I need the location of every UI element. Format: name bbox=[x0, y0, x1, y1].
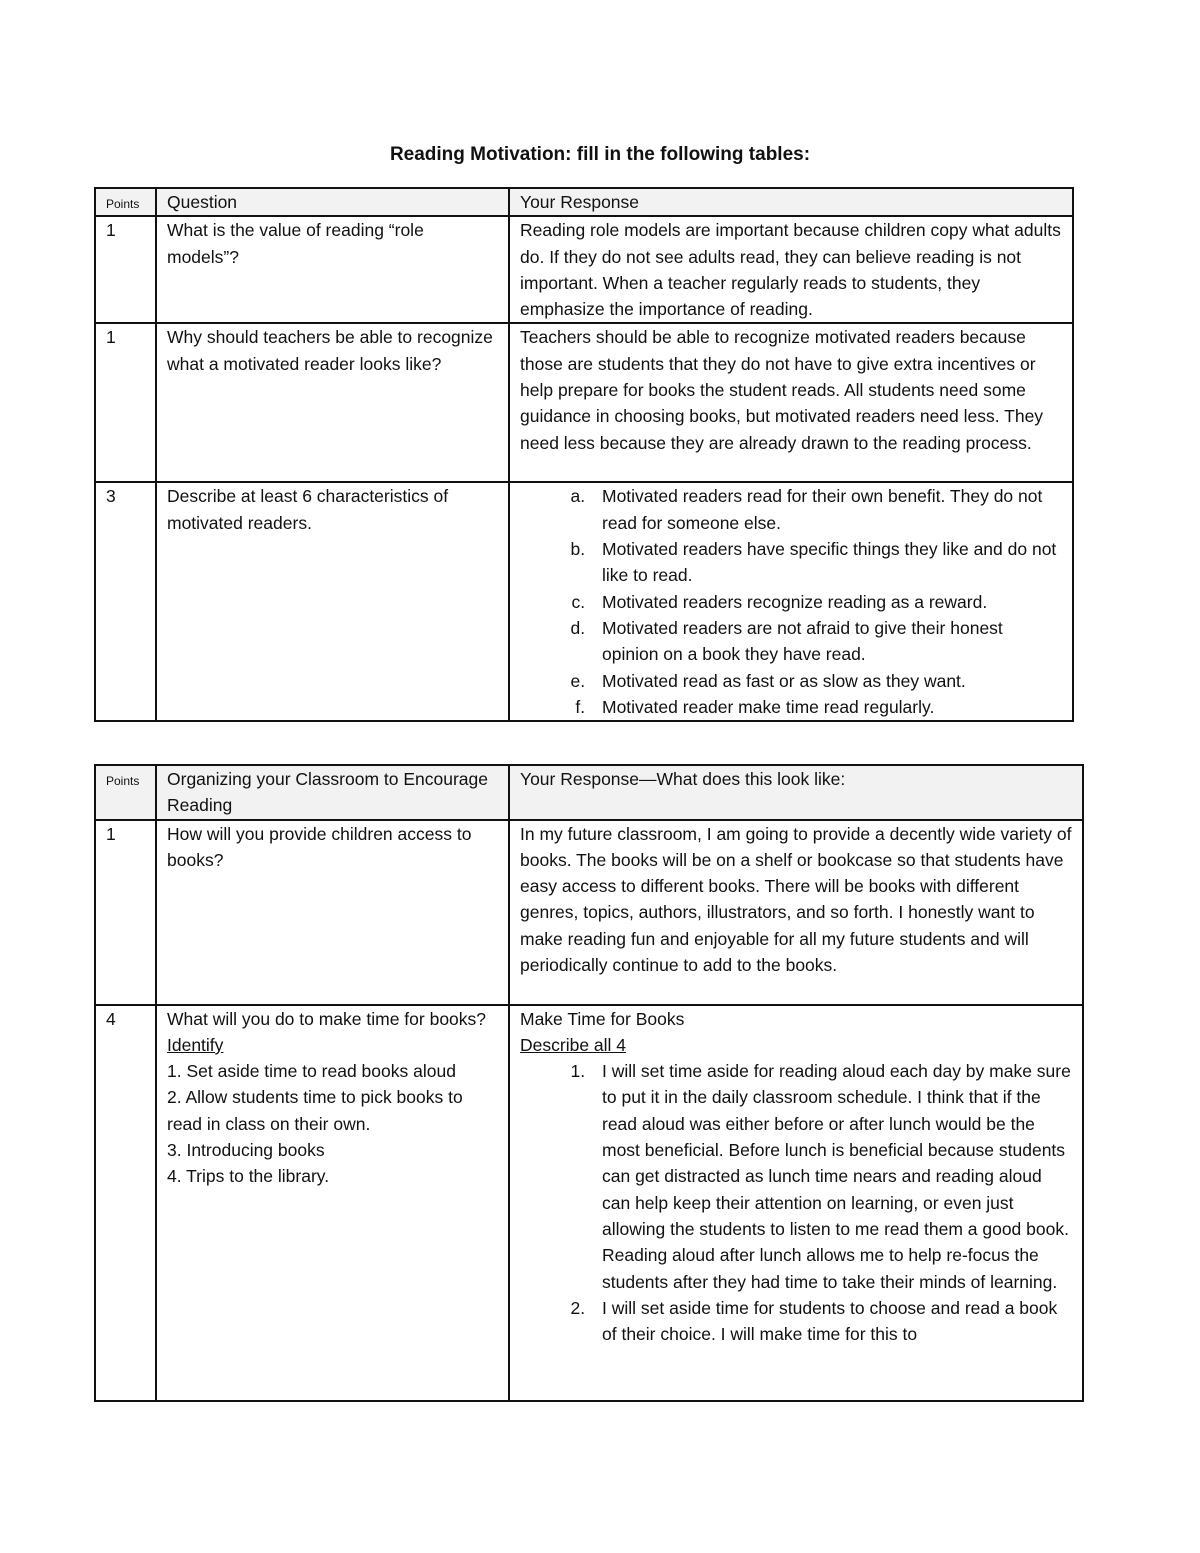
question-cell: What is the value of reading “role models”? bbox=[156, 216, 509, 323]
list-item: d. Motivated readers are not afraid to give their honest opinion on a book they have read. bbox=[590, 615, 1064, 668]
response-header: Your Response—What does this look like: bbox=[509, 765, 1083, 820]
points-cell: 4 bbox=[95, 1005, 156, 1401]
characteristics-list bbox=[520, 483, 1064, 720]
reading-motivation-table bbox=[94, 187, 1074, 722]
points-header: Points bbox=[95, 765, 156, 820]
points-cell: 1 bbox=[95, 216, 156, 323]
list-item: b. Motivated readers have specific things they like and do not like to read. bbox=[590, 536, 1064, 589]
identify-item: 1. Set aside time to read books aloud bbox=[167, 1061, 456, 1082]
response-cell: Reading role models are important because children copy what adults do. If they do not see adults read, they can believe reading is not important. When a teacher regularly reads to students, they emphasize the importance of reading. bbox=[509, 216, 1073, 323]
points-header: Points bbox=[95, 188, 156, 216]
table-header-row bbox=[95, 765, 1083, 820]
list-item: f. Motivated reader make time read regularly. bbox=[590, 694, 1064, 720]
question-cell: Why should teachers be able to recognize what a motivated reader looks like? bbox=[156, 323, 509, 482]
table-row bbox=[95, 216, 1073, 323]
list-item: c. Motivated readers recognize reading as a reward. bbox=[590, 589, 1064, 615]
list-item: a. Motivated readers read for their own benefit. They do not read for someone else. bbox=[590, 483, 1064, 536]
question-cell bbox=[156, 1005, 509, 1401]
table-header-row bbox=[95, 188, 1073, 216]
identify-item: 2. Allow students time to pick books to read in class on their own. bbox=[167, 1087, 463, 1134]
question-cell: Describe at least 6 characteristics of motivated readers. bbox=[156, 482, 509, 721]
question-header: Organizing your Classroom to Encourage Reading bbox=[156, 765, 509, 820]
question-header: Question bbox=[156, 188, 509, 216]
response-cell bbox=[509, 1005, 1083, 1401]
question-cell: How will you provide children access to books? bbox=[156, 820, 509, 1005]
table-row bbox=[95, 482, 1073, 721]
points-cell: 1 bbox=[95, 323, 156, 482]
points-cell: 3 bbox=[95, 482, 156, 721]
question-text: What will you do to make time for books? bbox=[167, 1008, 487, 1029]
page-title: Reading Motivation: fill in the following tables: bbox=[389, 144, 811, 165]
points-cell: 1 bbox=[95, 820, 156, 1005]
response-cell bbox=[509, 482, 1073, 721]
table-row bbox=[95, 820, 1083, 1005]
list-item: 2. I will set aside time for students to choose and read a book of their choice. I will make time for this to bbox=[590, 1295, 1074, 1348]
response-cell: In my future classroom, I am going to provide a decently wide variety of books. The books will be on a shelf or bookcase so that students have easy access to different books. There will be books with different genres, topics, authors, illustrators, and so forth. I honestly want to make reading fun and enjoyable for all my future students and will periodically continue to add to the books. bbox=[509, 820, 1083, 1005]
list-item: e. Motivated read as fast or as slow as they want. bbox=[590, 668, 1064, 694]
table-row bbox=[95, 323, 1073, 482]
list-item: 1. I will set time aside for reading aloud each day by make sure to put it in the daily classroom schedule. I think that if the read aloud was either before or after lunch would be the most beneficial. Before lunch is beneficial because students can get distracted as lunch time nears and reading aloud can help keep their attention on learning, or even just allowing the students to listen to me read them a good book. Reading aloud after lunch allows me to help re-focus the students after they had time to take their minds of learning. bbox=[590, 1058, 1074, 1295]
response-heading: Make Time for Books bbox=[520, 1008, 685, 1029]
identify-item: 3. Introducing books bbox=[167, 1140, 325, 1161]
response-header: Your Response bbox=[509, 188, 1073, 216]
make-time-list bbox=[520, 1058, 1074, 1347]
classroom-organization-table bbox=[94, 764, 1084, 1402]
response-subheading: Describe all 4 bbox=[520, 1034, 627, 1055]
identify-label: Identify bbox=[167, 1034, 224, 1055]
table-row bbox=[95, 1005, 1083, 1401]
response-cell: Teachers should be able to recognize motivated readers because those are students that they do not have to give extra incentives or help prepare for books the student reads. All students need some guidance in choosing books, but motivated readers need less. They need less because they are already drawn to the reading process. bbox=[509, 323, 1073, 482]
identify-item: 4. Trips to the library. bbox=[167, 1166, 330, 1187]
